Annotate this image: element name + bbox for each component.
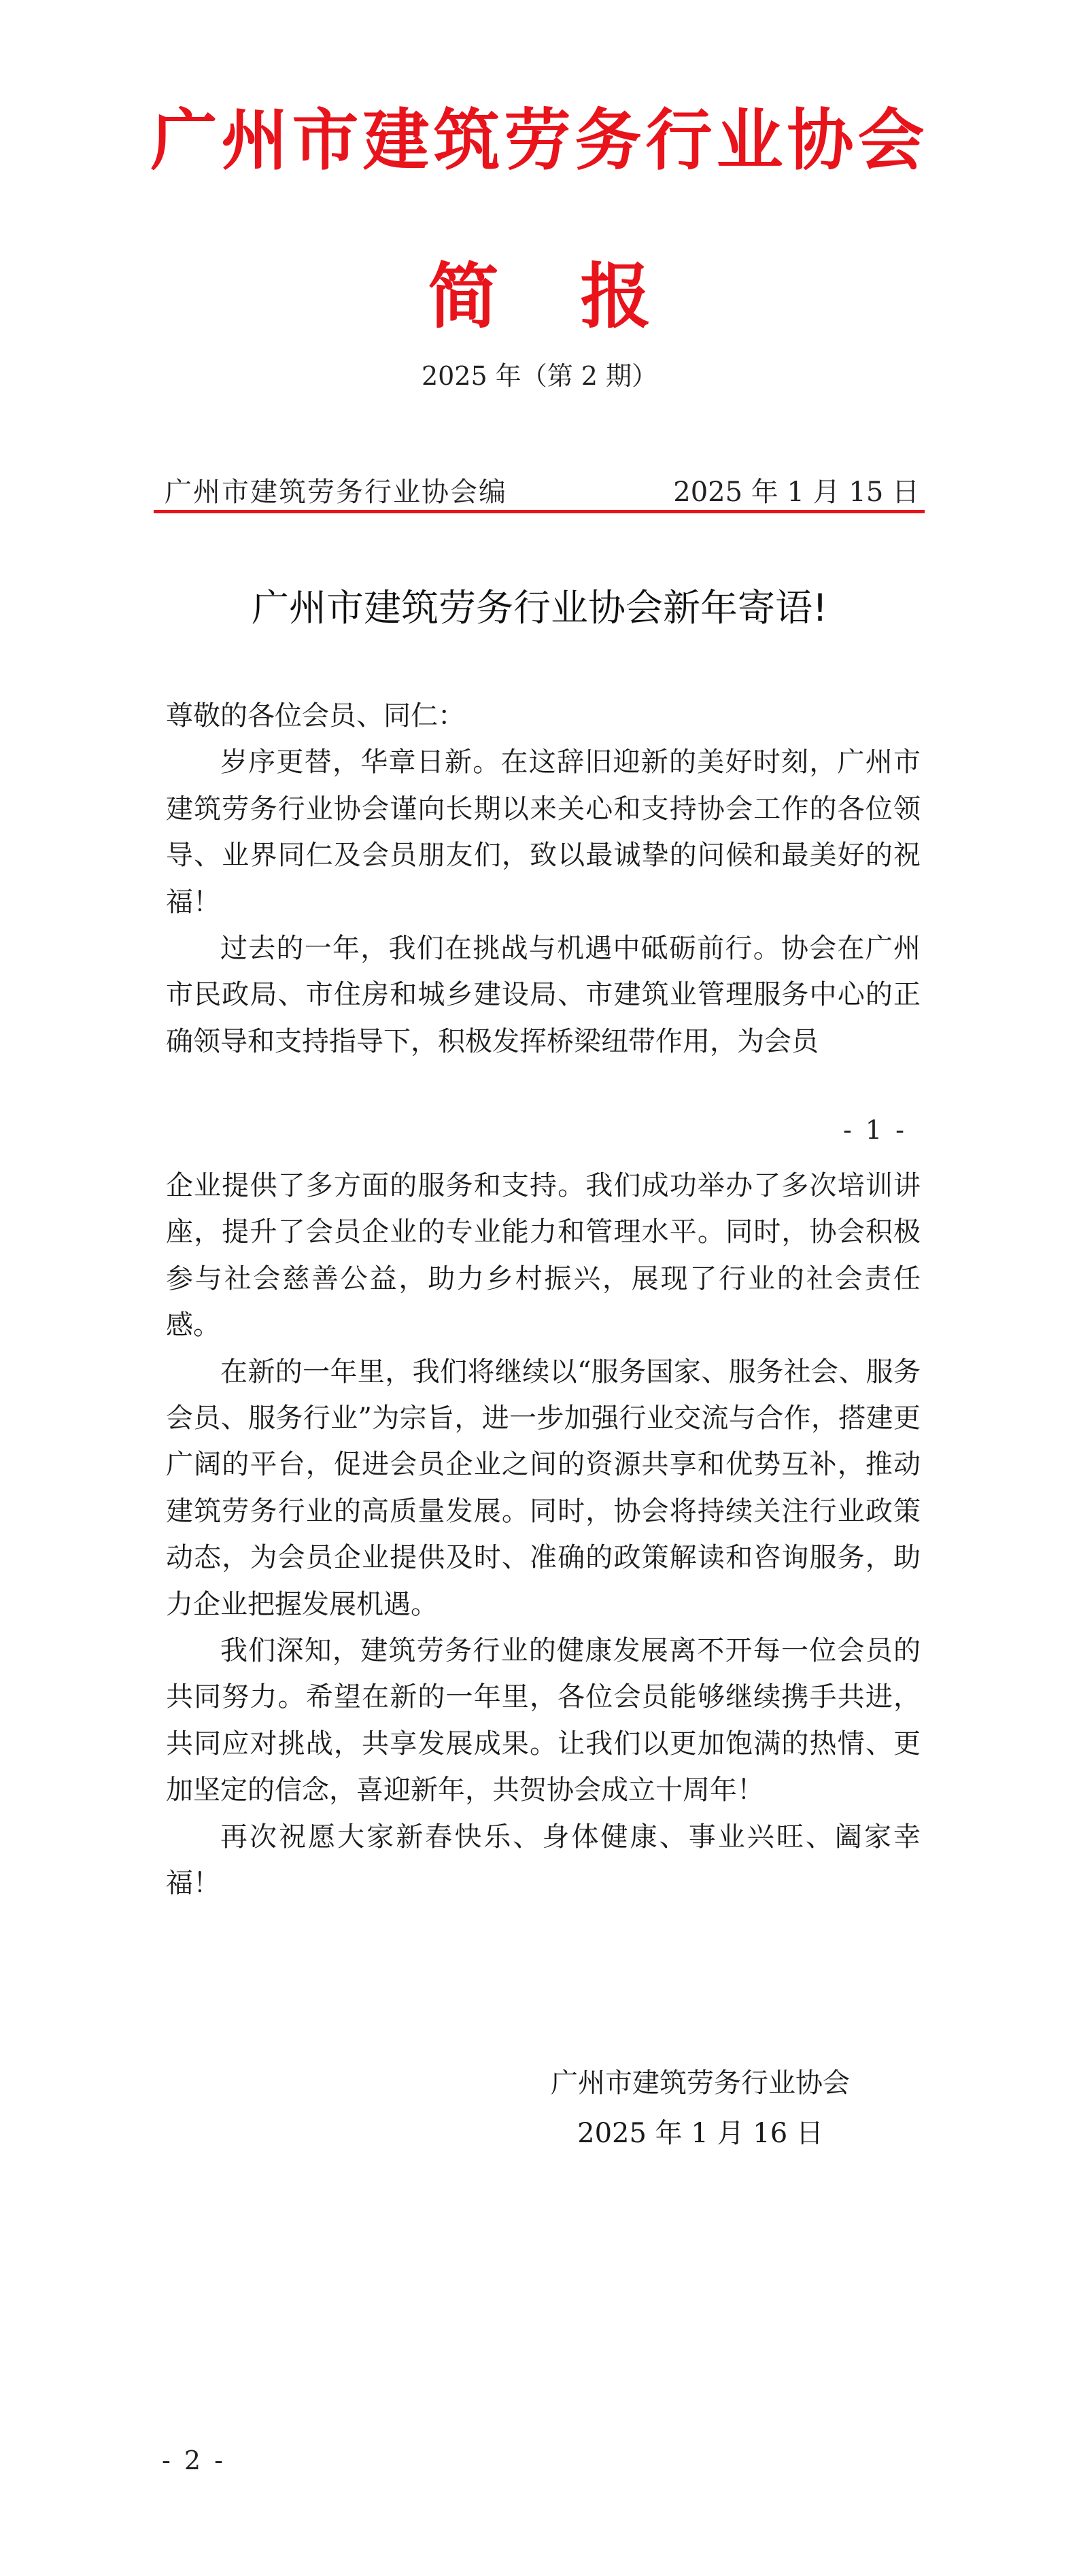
- paragraph: 岁序更替，华章日新。在这辞旧迎新的美好时刻，广州市建筑劳务行业协会谨向长期以来关心和支持协会工作的各位领导、业界同仁及会员朋友们，致以最诚挚的问候和最美好的祝福！: [166, 746, 921, 918]
- paragraph: 再次祝愿大家新春快乐、身体健康、事业兴旺、阖家幸福！: [166, 1821, 921, 1900]
- page-number-2: - 2 -: [162, 2445, 226, 2475]
- bulletin-title: [0, 239, 1079, 341]
- page1-body: [166, 693, 921, 1065]
- salutation: 尊敬的各位会员、同仁：: [166, 700, 465, 732]
- masthead-meta: [158, 470, 919, 509]
- signature-block: [442, 2058, 959, 2159]
- paragraph: 在新的一年里，我们将继续以“服务国家、服务社会、服务会员、服务行业”为宗旨，进一步加强行业交流与合作，搭建更广阔的平台，促进会员企业之间的资源共享和优势互补，推动建筑劳务行业的高质量发展。同时，协会将持续关注行业政策动态，为会员企业提供及时、准确的政策解读和咨询服务，助力企业把握发展机遇。: [166, 1356, 921, 1620]
- paragraph: 过去的一年，我们在挑战与机遇中砥砺前行。协会在广州市民政局、市住房和城乡建设局、市建筑业管理服务中心的正确领导和支持指导下，积极发挥桥梁纽带作用，为会员: [166, 933, 921, 1057]
- editor-label: 广州市建筑劳务行业协会编: [165, 477, 507, 508]
- bulletin-char-2: 报: [580, 254, 651, 338]
- paragraph: 我们深知，建筑劳务行业的健康发展离不开每一位会员的共同努力。希望在新的一年里，各位会员能够继续携手共进，共同应对挑战，共享发展成果。让我们以更加饱满的热情、更加坚定的信念，喜迎新年，共贺协会成立十周年！: [166, 1635, 921, 1806]
- page-number-1: - 1 -: [843, 1115, 908, 1145]
- org-title: 广州市建筑劳务行业协会: [150, 101, 929, 179]
- issue-number: 2025 年（第 2 期）: [421, 361, 658, 391]
- issue-date: 2025 年 1 月 15 日: [673, 477, 919, 508]
- red-divider: [154, 510, 925, 513]
- signature-date: 2025 年 1 月 16 日: [577, 2118, 823, 2149]
- bulletin-char-1: 简: [428, 254, 499, 338]
- paragraph-continuation: 企业提供了多方面的服务和支持。我们成功举办了多次培训讲座，提升了会员企业的专业能力和管理水平。同时，协会积极参与社会慈善公益，助力乡村振兴，展现了行业的社会责任感。: [166, 1170, 921, 1341]
- signature-org: 广州市建筑劳务行业协会: [551, 2067, 850, 2099]
- page2-body: [166, 1163, 921, 1907]
- article-title: 广州市建筑劳务行业协会新年寄语!: [251, 586, 828, 630]
